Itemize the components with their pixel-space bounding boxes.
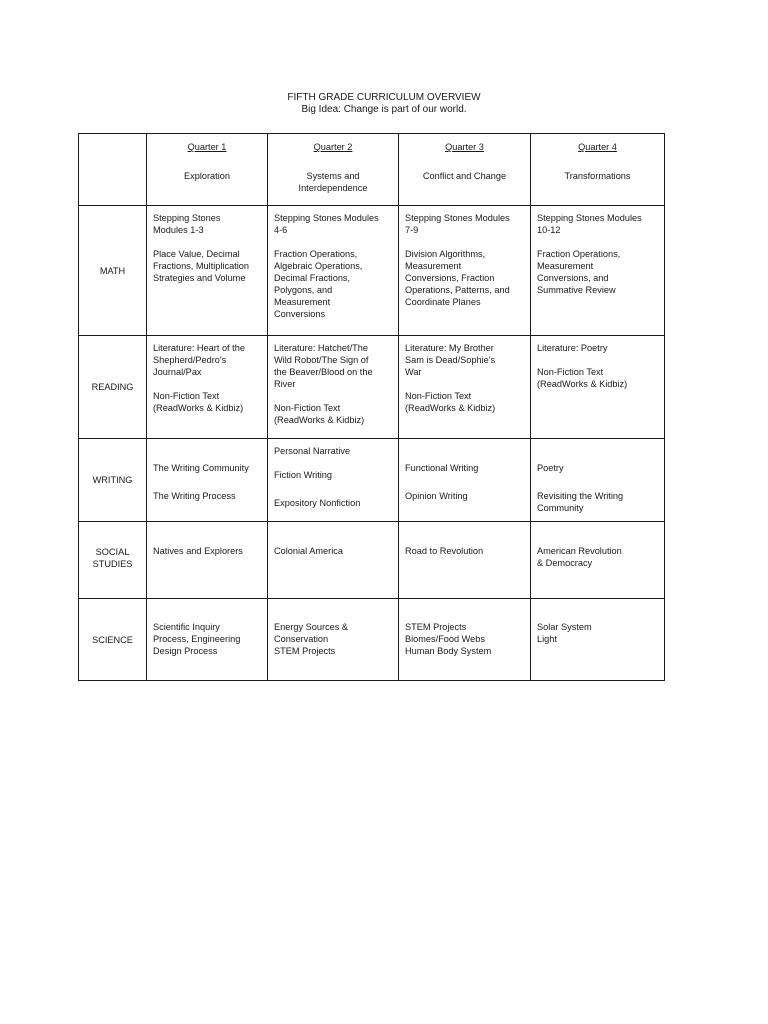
cell-text: Stepping Stones Modules 10-12: [537, 213, 642, 235]
table-cell: [147, 439, 268, 522]
cell-text: Poetry: [537, 463, 564, 473]
cell-text: Stepping Stones Modules 1-3: [153, 213, 221, 235]
quarter-label: Quarter 3: [445, 142, 484, 152]
cell-text: Road to Revolution: [405, 546, 484, 556]
cell-text: Personal Narrative: [274, 446, 351, 456]
cell-text: Colonial America: [274, 546, 343, 556]
cell-text: Scientific Inquiry Process, Engineering Design Process: [153, 622, 241, 656]
curriculum-table: [78, 133, 665, 681]
cell-text: Literature: Poetry: [537, 343, 608, 353]
cell-text: The Writing Community: [153, 463, 249, 473]
cell-text: Expository Nonfiction: [274, 498, 361, 508]
page-title: FIFTH GRADE CURRICULUM OVERVIEW: [287, 92, 481, 103]
table-row-writing: [79, 439, 665, 522]
table-row-science: [79, 599, 665, 681]
cell-text: Non-Fiction Text (ReadWorks & Kidbiz): [153, 391, 244, 413]
cell-text: Literature: My Brother Sam is Dead/Sophie's War: [405, 343, 496, 377]
table-header-row: [79, 134, 665, 206]
table-cell: [399, 336, 531, 439]
cell-text: Literature: Hatchet/The Wild Robot/The Sign of the Beaver/Blood on the River: [274, 343, 373, 389]
table-cell: [147, 599, 268, 681]
table-row-math: [79, 206, 665, 336]
subject-label: MATH: [79, 206, 147, 336]
quarter-theme: Transformations: [564, 171, 631, 181]
table-cell: [268, 522, 399, 599]
cell-text: Place Value, Decimal Fractions, Multiplication Strategies and Volume: [153, 249, 249, 283]
table-cell: [268, 206, 399, 336]
quarter-label: Quarter 2: [313, 142, 353, 152]
table-cell: [399, 206, 531, 336]
cell-text: Fraction Operations, Algebraic Operations, Decimal Fractions, Polygons, and Measurement Conversions: [274, 249, 363, 319]
cell-text: Non-Fiction Text (ReadWorks & Kidbiz): [405, 391, 496, 413]
table-cell: [531, 599, 665, 681]
table-cell: [268, 439, 399, 522]
table-cell: [531, 206, 665, 336]
cell-text: Solar System Light: [537, 622, 592, 644]
table-cell: [147, 522, 268, 599]
table-cell: [147, 206, 268, 336]
quarter-theme: Conflict and Change: [422, 171, 507, 181]
cell-text: Functional Writing: [405, 463, 479, 473]
cell-text: American Revolution & Democracy: [537, 546, 622, 568]
quarter-header-3: [399, 134, 531, 206]
table-cell: [531, 439, 665, 522]
cell-text: Natives and Explorers: [153, 546, 243, 556]
table-row-social-studies: [79, 522, 665, 599]
quarter-header-4: [531, 134, 665, 206]
subject-label: WRITING: [79, 439, 147, 522]
cell-text: Fraction Operations, Measurement Conversions, and Summative Review: [537, 249, 621, 295]
cell-text: Stepping Stones Modules 7-9: [405, 213, 510, 235]
cell-text: Literature: Heart of the Shepherd/Pedro's Journal/Pax: [153, 343, 245, 377]
quarter-label: Quarter 4: [578, 142, 617, 152]
document-header: [0, 92, 768, 116]
subject-label: SOCIAL STUDIES: [79, 522, 147, 599]
corner-cell: [79, 134, 147, 206]
table-cell: [531, 336, 665, 439]
cell-text: STEM Projects Biomes/Food Webs Human Body System: [405, 622, 492, 656]
table-cell: [399, 599, 531, 681]
quarter-header-1: [147, 134, 268, 206]
table-cell: [399, 522, 531, 599]
cell-text: Energy Sources & Conservation STEM Projects: [274, 622, 349, 656]
quarter-theme: Systems and Interdependence: [298, 171, 368, 193]
cell-text: Non-Fiction Text (ReadWorks & Kidbiz): [274, 403, 365, 425]
big-idea: Big Idea: Change is part of our world.: [301, 104, 467, 115]
table-cell: [268, 599, 399, 681]
table-cell: [147, 336, 268, 439]
table-cell: [531, 522, 665, 599]
subject-label: SCIENCE: [79, 599, 147, 681]
cell-text: The Writing Process: [153, 491, 236, 501]
cell-text: Fiction Writing: [274, 470, 333, 480]
cell-text: Division Algorithms, Measurement Conversions, Fraction Operations, Patterns, and Coordinate Planes: [405, 249, 510, 307]
cell-text: Opinion Writing: [405, 491, 468, 501]
quarter-theme: Exploration: [184, 171, 230, 181]
quarter-label: Quarter 1: [187, 142, 227, 152]
table-cell: [399, 439, 531, 522]
quarter-header-2: [268, 134, 399, 206]
table-cell: [268, 336, 399, 439]
table-row-reading: [79, 336, 665, 439]
cell-text: Non-Fiction Text (ReadWorks & Kidbiz): [537, 367, 628, 389]
subject-label: READING: [79, 336, 147, 439]
cell-text: Stepping Stones Modules 4-6: [274, 213, 379, 235]
cell-text: Revisiting the Writing Community: [537, 491, 624, 513]
